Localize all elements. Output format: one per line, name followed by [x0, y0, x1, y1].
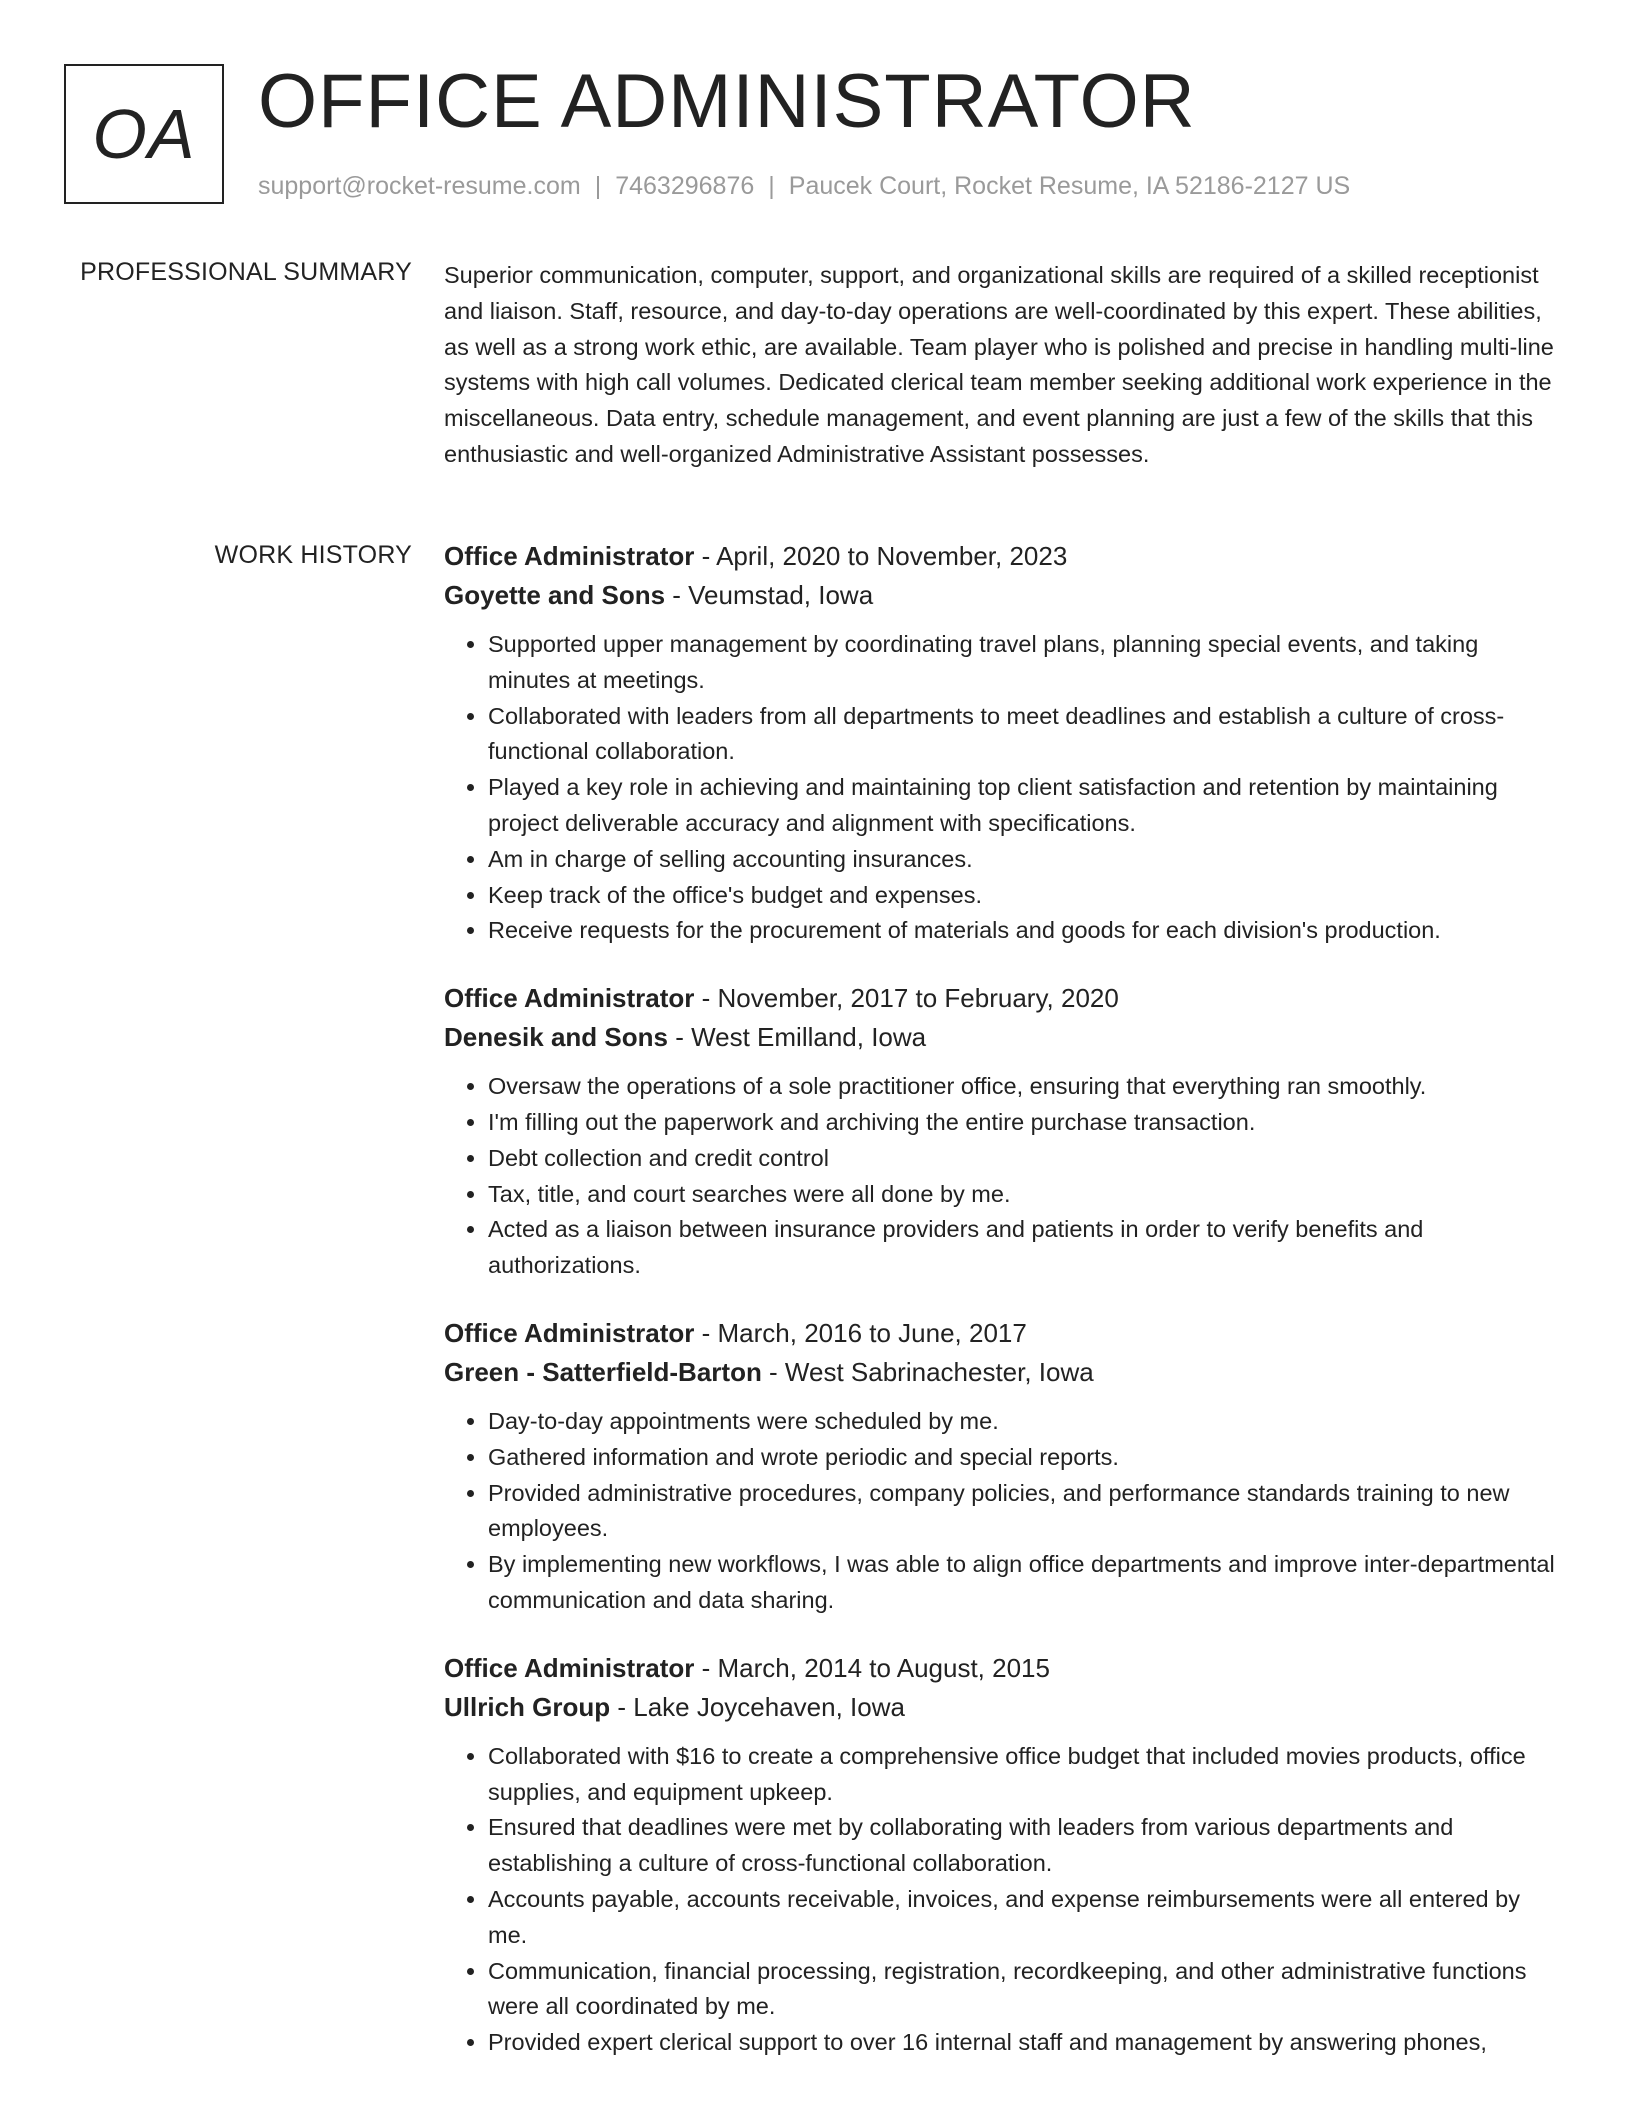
- job-dates: - March, 2014 to August, 2015: [694, 1652, 1050, 1683]
- job-bullets: [444, 627, 1556, 949]
- job-company: Denesik and Sons: [444, 1022, 668, 1053]
- job-dates: - April, 2020 to November, 2023: [694, 541, 1068, 571]
- summary-heading: PROFESSIONAL SUMMARY: [80, 258, 412, 286]
- contact-email[interactable]: support@rocket-resume.com: [258, 172, 581, 200]
- job-role: Office Administrator: [444, 541, 695, 571]
- job-bullet: • Debt collection and credit control: [488, 1141, 1556, 1177]
- job-bullets: [444, 1404, 1556, 1619]
- job-bullets: [444, 1069, 1556, 1284]
- job-bullet: • Provided expert clerical support to over 16 internal staff and management by answering phones,: [488, 2025, 1556, 2061]
- job-entry: [444, 1649, 1556, 2061]
- job-bullet: • Provided administrative procedures, company policies, and performance standards training to new employees.: [488, 1476, 1556, 1548]
- job-bullet: • By implementing new workflows, I was able to align office departments and improve inter-departmental communication and data sharing.: [488, 1547, 1556, 1619]
- job-bullet: • Ensured that deadlines were met by collaborating with leaders from various departments and establishing a culture of cross-functional collaboration.: [488, 1810, 1556, 1882]
- job-location: - West Sabrinachester, Iowa: [761, 1356, 1094, 1387]
- monogram-logo: OA: [64, 64, 224, 204]
- job-role: Office Administrator: [444, 1317, 695, 1348]
- job-entry: [444, 979, 1556, 1284]
- job-bullet: • Day-to-day appointments were scheduled by me.: [488, 1404, 1556, 1440]
- job-entry: [444, 537, 1556, 949]
- job-entry: [444, 1314, 1556, 1619]
- contact-separator: |: [768, 172, 775, 200]
- job-bullet: • Accounts payable, accounts receivable, invoices, and expense reimbursements were all entered by me.: [488, 1882, 1556, 1954]
- job-bullet: • Keep track of the office's budget and expenses.: [488, 878, 1556, 914]
- job-bullet: • Am in charge of selling accounting insurances.: [488, 842, 1556, 878]
- job-bullet: • Oversaw the operations of a sole practitioner office, ensuring that everything ran smoothly.: [488, 1069, 1556, 1105]
- contact-line: [258, 172, 1350, 201]
- job-bullet: • Communication, financial processing, registration, recordkeeping, and other administrative functions were all coordinated by me.: [488, 1954, 1556, 2026]
- contact-address: Paucek Court, Rocket Resume, IA 52186-2127 US: [788, 172, 1351, 200]
- job-bullet: • Tax, title, and court searches were all done by me.: [488, 1177, 1556, 1213]
- job-company-line: [444, 1688, 1556, 1727]
- page-title: OFFICE ADMINISTRATOR: [258, 59, 1196, 144]
- summary-text: Superior communication, computer, support, and organizational skills are required of a skilled receptionist and liaison. Staff, resource, and day-to-day operations are well-coordinated by this expert. These abilities, as well as a strong work ethic, are available. Team player who is polished and precise in handling multi-line systems with high call volumes. Dedicated clerical team member seeking additional work experience in the miscellaneous. Data entry, schedule management, and event planning are just a few of the skills that this enthusiastic and well-organized Administrative Assistant possesses.: [444, 262, 1554, 467]
- job-title-line: [444, 1649, 1556, 1688]
- job-location: - Lake Joycehaven, Iowa: [610, 1691, 905, 1722]
- job-title-line: [444, 537, 1556, 576]
- job-company: Ullrich Group: [444, 1691, 611, 1722]
- job-company-line: [444, 1018, 1556, 1057]
- job-bullet: • Played a key role in achieving and maintaining top client satisfaction and retention by maintaining project deliverable accuracy and alignment with specifications.: [488, 770, 1556, 842]
- job-bullet: • I'm filling out the paperwork and archiving the entire purchase transaction.: [488, 1105, 1556, 1141]
- job-bullet: • Collaborated with leaders from all departments to meet deadlines and establish a culture of cross-functional collaboration.: [488, 699, 1556, 771]
- work-history-heading: WORK HISTORY: [214, 541, 412, 569]
- job-bullet: • Collaborated with $16 to create a comprehensive office budget that included movies products, office supplies, and equipment upkeep.: [488, 1739, 1556, 1811]
- job-role: Office Administrator: [444, 1652, 695, 1683]
- job-title-line: [444, 1314, 1556, 1353]
- job-role: Office Administrator: [444, 983, 695, 1014]
- resume-header: [64, 59, 1568, 214]
- contact-phone[interactable]: 7463296876: [615, 172, 755, 200]
- job-location: - Veumstad, Iowa: [665, 580, 874, 610]
- contact-separator: |: [594, 172, 602, 200]
- job-bullet: • Receive requests for the procurement of materials and goods for each division's production.: [488, 913, 1556, 949]
- job-company-line: [444, 576, 1556, 615]
- job-company: Goyette and Sons: [444, 580, 666, 610]
- job-dates: - March, 2016 to June, 2017: [694, 1317, 1027, 1348]
- job-location: - West Emilland, Iowa: [667, 1022, 927, 1053]
- job-title-line: [444, 979, 1556, 1018]
- job-bullet: • Gathered information and wrote periodic and special reports.: [488, 1440, 1556, 1476]
- job-company: Green - Satterfield-Barton: [444, 1356, 762, 1387]
- job-bullet: • Acted as a liaison between insurance providers and patients in order to verify benefits and authorizations.: [488, 1212, 1556, 1284]
- job-company-line: [444, 1353, 1556, 1392]
- job-list: [444, 537, 1556, 2091]
- job-dates: - November, 2017 to February, 2020: [694, 983, 1119, 1014]
- job-bullets: [444, 1739, 1556, 2061]
- job-bullet: • Supported upper management by coordinating travel plans, planning special events, and taking minutes at meetings.: [488, 627, 1556, 699]
